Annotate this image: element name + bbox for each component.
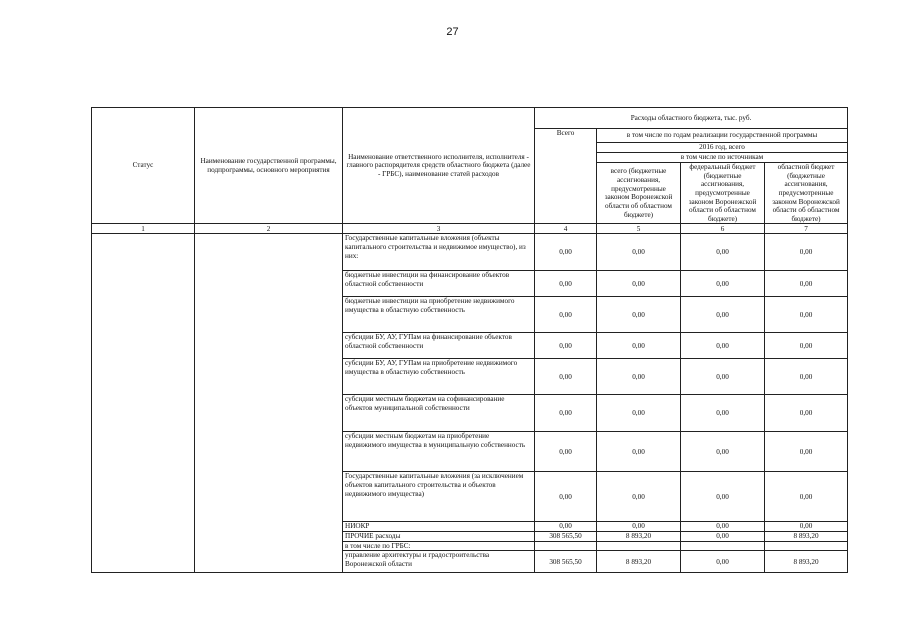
status-cell — [92, 234, 195, 573]
row-federal: 0,00 — [681, 359, 765, 395]
row-regional: 8 893,20 — [765, 532, 848, 542]
row-federal — [681, 541, 765, 551]
header-total: Всего — [535, 129, 597, 224]
row-total: 0,00 — [535, 472, 597, 522]
row-federal: 0,00 — [681, 532, 765, 542]
row-src-all: 0,00 — [597, 359, 681, 395]
header-src-all: всего (бюджетные ассигнования, предусмотренные законом Воронежской области об областном бюджете) — [597, 163, 681, 224]
header-expenses-title: Расходы областного бюджета, тыс. руб. — [535, 108, 848, 129]
header-src-regional: областной бюджет (бюджетные ассигнования, предусмотренные законом Воронежской области об областном бюджете) — [765, 163, 848, 224]
column-number: 4 — [535, 224, 597, 234]
row-name: бюджетные инвестиции на приобретение недвижимого имущества в областную собственность — [343, 297, 535, 333]
row-total: 0,00 — [535, 432, 597, 472]
row-total: 0,00 — [535, 234, 597, 271]
row-federal: 0,00 — [681, 522, 765, 532]
column-number: 5 — [597, 224, 681, 234]
row-regional: 0,00 — [765, 522, 848, 532]
row-name: НИОКР — [343, 522, 535, 532]
row-total: 0,00 — [535, 271, 597, 297]
column-number: 1 — [92, 224, 195, 234]
header-by-sources: в том числе по источникам — [597, 153, 848, 163]
row-name: в том числе по ГРБС: — [343, 541, 535, 551]
row-total: 0,00 — [535, 297, 597, 333]
row-name: Государственные капитальные вложения (за исключением объектов капитального строительства и объектов недвижимого имущества) — [343, 472, 535, 522]
page-number: 27 — [446, 26, 459, 38]
row-federal: 0,00 — [681, 395, 765, 432]
row-regional: 0,00 — [765, 297, 848, 333]
row-src-all: 0,00 — [597, 271, 681, 297]
row-total: 0,00 — [535, 359, 597, 395]
row-federal: 0,00 — [681, 333, 765, 359]
row-total: 308 565,50 — [535, 532, 597, 542]
row-total: 0,00 — [535, 522, 597, 532]
row-federal: 0,00 — [681, 472, 765, 522]
row-federal: 0,00 — [681, 271, 765, 297]
row-regional — [765, 541, 848, 551]
header-status: Статус — [92, 108, 195, 224]
row-total: 308 565,50 — [535, 551, 597, 573]
row-name: Государственные капитальные вложения (объекты капитального строительства и недвижимое имущество), из них: — [343, 234, 535, 271]
row-src-all: 0,00 — [597, 333, 681, 359]
row-src-all — [597, 541, 681, 551]
row-name: субсидии местным бюджетам на приобретение недвижимого имущества в муниципальную собственность — [343, 432, 535, 472]
row-regional: 0,00 — [765, 271, 848, 297]
row-src-all: 8 893,20 — [597, 532, 681, 542]
row-total — [535, 541, 597, 551]
column-number: 7 — [765, 224, 848, 234]
row-src-all: 0,00 — [597, 297, 681, 333]
row-src-all: 8 893,20 — [597, 551, 681, 573]
row-src-all: 0,00 — [597, 522, 681, 532]
row-total: 0,00 — [535, 395, 597, 432]
column-numbers-row — [92, 224, 848, 234]
row-src-all: 0,00 — [597, 395, 681, 432]
header-by-years: в том числе по годам реализации государственной программы — [597, 129, 848, 143]
row-regional: 0,00 — [765, 432, 848, 472]
row-name: ПРОЧИЕ расходы — [343, 532, 535, 542]
row-federal: 0,00 — [681, 234, 765, 271]
row-regional: 0,00 — [765, 359, 848, 395]
row-regional: 8 893,20 — [765, 551, 848, 573]
row-name: субсидии БУ, АУ, ГУПам на финансирование объектов областной собственности — [343, 333, 535, 359]
column-number: 6 — [681, 224, 765, 234]
row-regional: 0,00 — [765, 395, 848, 432]
row-src-all: 0,00 — [597, 472, 681, 522]
row-regional: 0,00 — [765, 234, 848, 271]
row-name: субсидии БУ, АУ, ГУПам на приобретение недвижимого имущества в областную собственность — [343, 359, 535, 395]
header-executor: Наименование ответственного исполнителя, исполнителя - главного распорядителя средств областного бюджета (далее - ГРБС), наименование статей расходов — [343, 108, 535, 224]
program-name-cell — [195, 234, 343, 573]
table-row — [92, 234, 848, 271]
row-name: субсидии местным бюджетам на софинансирование объектов муниципальной собственности — [343, 395, 535, 432]
row-regional: 0,00 — [765, 472, 848, 522]
row-name: бюджетные инвестиции на финансирование объектов областной собственности — [343, 271, 535, 297]
header-program-name: Наименование государственной программы, подпрограммы, основного мероприятия — [195, 108, 343, 224]
row-federal: 0,00 — [681, 432, 765, 472]
row-regional: 0,00 — [765, 333, 848, 359]
row-name: управление архитектуры и градостроительства Воронежской области — [343, 551, 535, 573]
budget-table — [91, 107, 848, 573]
header-src-federal: федеральный бюджет (бюджетные ассигнования, предусмотренные законом Воронежской области об областном бюджете) — [681, 163, 765, 224]
row-src-all: 0,00 — [597, 234, 681, 271]
header-year: 2016 год, всего — [597, 143, 848, 153]
row-federal: 0,00 — [681, 551, 765, 573]
row-federal: 0,00 — [681, 297, 765, 333]
column-number: 2 — [195, 224, 343, 234]
row-total: 0,00 — [535, 333, 597, 359]
column-number: 3 — [343, 224, 535, 234]
row-src-all: 0,00 — [597, 432, 681, 472]
